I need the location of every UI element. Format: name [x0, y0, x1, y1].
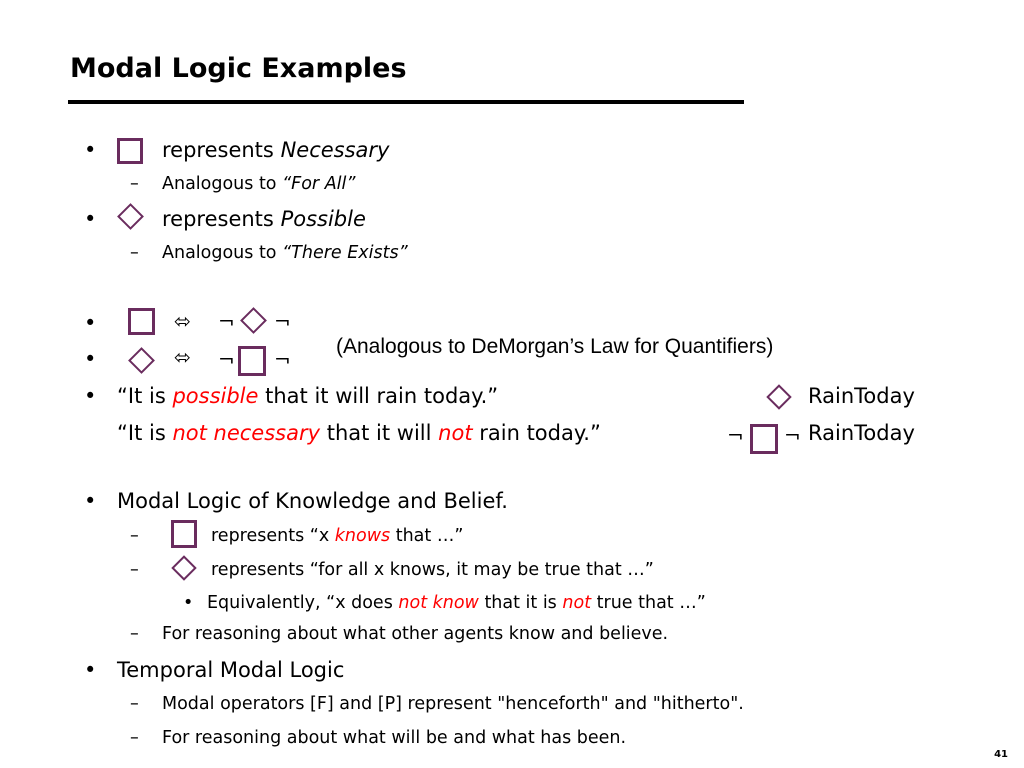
diamond-operator-icon [240, 307, 267, 334]
bullet-marker: • [84, 138, 97, 162]
equiv-prefix: Equivalently, “x does [207, 593, 393, 613]
box-suffix: that …” [395, 526, 464, 546]
knows-emphasis: knows [334, 526, 391, 546]
dash-marker: – [130, 526, 139, 546]
represents-text: represents [162, 207, 274, 231]
diamond-operator-icon [766, 384, 791, 409]
bullet-necessary [162, 137, 389, 163]
negation-symbol: ¬ [274, 309, 291, 333]
not-emphasis: not [562, 593, 592, 613]
bullet-possible [162, 206, 366, 232]
necessary-text: Necessary [280, 138, 390, 162]
dash-marker: – [130, 694, 139, 714]
iff-arrow-icon: ⬄ [174, 345, 191, 369]
example-suffix: rain today.” [479, 421, 601, 445]
page-number: 41 [994, 749, 1008, 760]
possible-text: Possible [280, 207, 366, 231]
knows-definition [211, 525, 463, 547]
bullet-marker: • [84, 489, 97, 513]
sub-bullet-marker: • [183, 593, 194, 613]
bullet-marker: • [84, 347, 97, 371]
slide-title: Modal Logic Examples [70, 53, 407, 84]
not-necessary-emphasis: not necessary [172, 421, 321, 445]
dash-marker: – [130, 560, 139, 580]
temporal-heading: Temporal Modal Logic [117, 658, 345, 682]
for-all-text: “For All” [282, 174, 356, 194]
analogous-there-exists [162, 242, 408, 264]
equiv-mid: that it is [484, 593, 557, 613]
equiv-suffix: true that …” [596, 593, 706, 613]
not-emphasis: not [438, 421, 473, 445]
temporal-reasoning: For reasoning about what will be and what has been. [162, 728, 627, 748]
negation-symbol: ¬ [784, 423, 801, 447]
equivalently-line [207, 592, 706, 614]
bullet-marker: • [84, 311, 97, 335]
negation-symbol: ¬ [727, 423, 744, 447]
diamond-operator-icon [117, 203, 144, 230]
box-operator-icon [238, 346, 266, 376]
example-suffix: that it will rain today.” [265, 384, 499, 408]
iff-arrow-icon: ⬄ [174, 309, 191, 333]
dash-marker: – [130, 174, 139, 194]
negation-symbol: ¬ [218, 347, 235, 371]
analogous-text: Analogous to [162, 243, 277, 263]
possible-emphasis: possible [172, 384, 259, 408]
negation-symbol: ¬ [274, 347, 291, 371]
demorgan-note: (Analogous to DeMorgan’s Law for Quantifiers) [336, 335, 774, 358]
dash-marker: – [130, 243, 139, 263]
box-operator-icon [128, 308, 155, 335]
analogous-for-all [162, 173, 355, 195]
title-underline [68, 100, 744, 104]
knowledge-heading: Modal Logic of Knowledge and Belief. [117, 489, 508, 513]
represents-text: represents [162, 138, 274, 162]
temporal-operators: Modal operators [F] and [P] represent "henceforth" and "hitherto". [162, 694, 744, 714]
diamond-operator-icon [171, 555, 196, 580]
bullet-marker: • [84, 207, 97, 231]
there-exists-text: “There Exists” [282, 243, 408, 263]
dash-marker: – [130, 728, 139, 748]
negation-symbol: ¬ [218, 309, 235, 333]
box-operator-icon [750, 424, 778, 454]
box-prefix: represents “x [211, 526, 330, 546]
bullet-marker: • [84, 384, 97, 408]
example-prefix: “It is [117, 421, 166, 445]
bullet-marker: • [84, 658, 97, 682]
example-possible-sentence [117, 383, 498, 409]
knowledge-reasoning: For reasoning about what other agents know and believe. [162, 624, 669, 644]
diamond-operator-icon [128, 347, 155, 374]
formula-term: RainToday [808, 421, 915, 445]
may-be-true-definition: represents “for all x knows, it may be true that …” [211, 560, 654, 580]
analogous-text: Analogous to [162, 174, 277, 194]
box-operator-icon [171, 520, 197, 548]
formula-term: RainToday [808, 384, 915, 408]
dash-marker: – [130, 624, 139, 644]
example-mid: that it will [326, 421, 432, 445]
example-not-necessary-sentence [117, 420, 601, 446]
not-know-emphasis: not know [398, 593, 479, 613]
box-operator-icon [117, 138, 143, 164]
example-prefix: “It is [117, 384, 166, 408]
